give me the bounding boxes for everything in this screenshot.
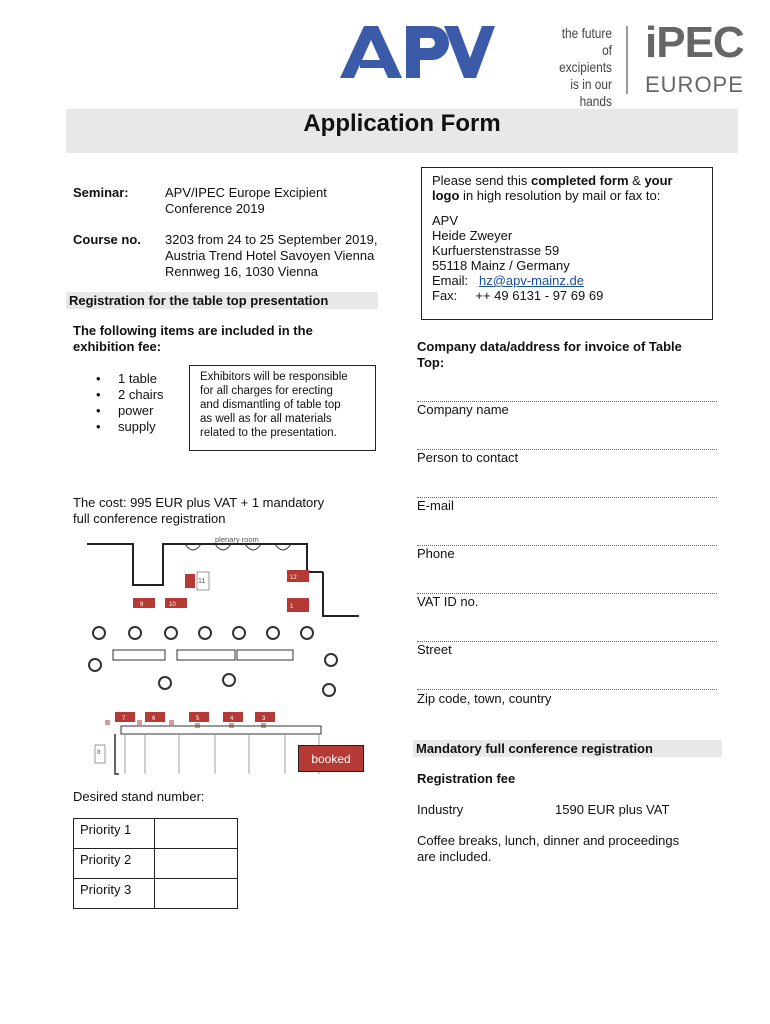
- send-line: [432, 173, 702, 188]
- buffet-tables: [113, 650, 293, 660]
- stand-label: 6: [152, 716, 156, 722]
- wall: [181, 544, 323, 572]
- priority-label: Priority 1: [74, 819, 155, 849]
- stand-label: 12: [290, 575, 297, 581]
- field-line: [417, 527, 717, 546]
- seminar-line: Conference 2019: [165, 201, 265, 216]
- priority-3-input[interactable]: [155, 879, 238, 909]
- send-instructions-box: [421, 167, 713, 320]
- email-field[interactable]: E-mail: [417, 498, 454, 513]
- industry-label: Industry: [417, 802, 464, 817]
- stand-booked: [133, 598, 155, 608]
- stand-label: 11: [198, 578, 206, 585]
- list-item: • 1 table: [96, 371, 164, 387]
- stand-label: 5: [196, 716, 200, 722]
- fax-line: [432, 288, 702, 303]
- vat-id-field[interactable]: VAT ID no.: [417, 594, 479, 609]
- logo-divider: [626, 26, 628, 94]
- tagline-line: is in our hands: [570, 76, 612, 109]
- stand-label: 7: [122, 716, 126, 722]
- field-line: [417, 575, 717, 594]
- priority-label: Priority 2: [74, 849, 155, 879]
- email-link[interactable]: hz@apv-mainz.de: [478, 273, 584, 288]
- apv-logo: [340, 22, 495, 80]
- priority-1-input[interactable]: [155, 819, 238, 849]
- plenary-room-label: plenary room: [215, 535, 259, 544]
- table-row: [74, 819, 238, 849]
- note-line: as well as for all materials: [200, 413, 332, 425]
- company-heading: [417, 339, 682, 371]
- email-line: [432, 273, 702, 288]
- priority-label: Priority 3: [74, 879, 155, 909]
- wall: [87, 544, 181, 585]
- cost-line: The cost: 995 EUR plus VAT + 1 mandatory: [73, 495, 325, 510]
- wall: [115, 734, 119, 774]
- industry-price: 1590 EUR plus VAT: [555, 802, 670, 817]
- street-field[interactable]: Street: [417, 642, 452, 657]
- list-item: • 2 chairs: [96, 387, 164, 403]
- round-tables: [89, 627, 337, 696]
- cost-line: full conference registration: [73, 511, 226, 526]
- send-text-bold: completed form: [531, 173, 629, 188]
- stand-label: 8: [97, 750, 101, 756]
- included-items-list: [96, 371, 164, 435]
- tagline-line: the future of: [561, 25, 612, 58]
- company-name-field[interactable]: Company name: [417, 402, 509, 417]
- note-line: related to the presentation.: [200, 427, 337, 439]
- tagline-line: excipients: [559, 59, 612, 75]
- inclusions-line: Coffee breaks, lunch, dinner and proceedings: [417, 833, 680, 848]
- stand-number-label: Desired stand number:: [73, 789, 205, 804]
- ipec-logo: iPEC: [645, 18, 744, 67]
- floor-plan: [85, 530, 375, 780]
- inclusions-note: [417, 833, 679, 865]
- course-line: Rennweg 16, 1030 Vienna: [165, 264, 318, 279]
- fax-number: ++ 49 6131 - 97 69 69: [475, 288, 604, 303]
- stand-label: 4: [230, 716, 234, 722]
- wall: [323, 572, 359, 616]
- person-contact-field[interactable]: Person to contact: [417, 450, 519, 465]
- note-line: for all charges for erecting: [200, 385, 333, 397]
- address-name: Heide Zweyer: [432, 228, 513, 243]
- stand-booked: [185, 574, 195, 588]
- address-org: APV: [432, 213, 459, 228]
- zip-town-country-field[interactable]: Zip code, town, country: [417, 691, 552, 706]
- field-line: [417, 671, 717, 690]
- included-heading-line: The following items are included in the: [73, 323, 313, 338]
- course-value: [165, 232, 377, 280]
- company-heading-line: Company data/address for invoice of Table: [417, 339, 682, 354]
- seminar-line: APV/IPEC Europe Excipient: [165, 185, 327, 200]
- course-line: Austria Trend Hotel Savoyen Vienna: [165, 248, 375, 263]
- note-line: and dismantling of table top: [200, 399, 341, 411]
- field-line: [417, 479, 717, 498]
- field-line: [417, 383, 717, 402]
- stand-label: 3: [262, 716, 266, 722]
- field-line: [417, 623, 717, 642]
- send-text: in high resolution by mail or fax to:: [459, 188, 661, 203]
- tagline: [551, 25, 612, 110]
- field-line: [417, 431, 717, 450]
- phone-field[interactable]: Phone: [417, 546, 455, 561]
- stand-label: 10: [169, 602, 176, 608]
- address-street: Kurfuerstenstrasse 59: [432, 243, 560, 258]
- course-label: Course no.: [73, 232, 141, 247]
- company-heading-line: Top:: [417, 355, 445, 370]
- note-line: Exhibitors will be responsible: [200, 371, 348, 383]
- registration-fee-heading: Registration fee: [417, 771, 516, 786]
- exhibitor-note: [189, 365, 376, 451]
- inclusions-line: are included.: [417, 849, 492, 864]
- seminar-label: Seminar:: [73, 185, 129, 200]
- list-item: • supply: [96, 419, 164, 435]
- cost-text: [73, 495, 324, 527]
- email-label: Email:: [432, 273, 469, 288]
- ipec-europe-text: EUROPE: [645, 72, 744, 97]
- priority-table: [73, 818, 238, 909]
- included-heading-line: exhibition fee:: [73, 339, 162, 354]
- included-heading: [73, 323, 313, 355]
- table-row: [74, 879, 238, 909]
- address-city: 55118 Mainz / Germany: [432, 258, 570, 273]
- send-text: Please send this: [432, 173, 532, 188]
- stand-label: 9: [140, 602, 144, 608]
- table-row: [74, 849, 238, 879]
- fax-label: Fax:: [432, 288, 458, 303]
- send-line: [432, 188, 702, 203]
- priority-2-input[interactable]: [155, 849, 238, 879]
- mandatory-heading: Mandatory full conference registration: [413, 740, 722, 757]
- list-item: • power: [96, 403, 164, 419]
- seminar-value: [165, 185, 327, 217]
- long-tables: [121, 726, 321, 734]
- course-line: 3203 from 24 to 25 September 2019,: [165, 232, 378, 247]
- stand-label: 1: [290, 604, 294, 610]
- send-text-bold: your: [644, 173, 673, 188]
- page-title: Application Form: [303, 110, 501, 137]
- registration-heading: Registration for the table top presentation: [66, 292, 378, 309]
- booked-legend: booked: [298, 745, 364, 772]
- send-text-bold: logo: [432, 188, 460, 203]
- send-text: &: [628, 173, 645, 188]
